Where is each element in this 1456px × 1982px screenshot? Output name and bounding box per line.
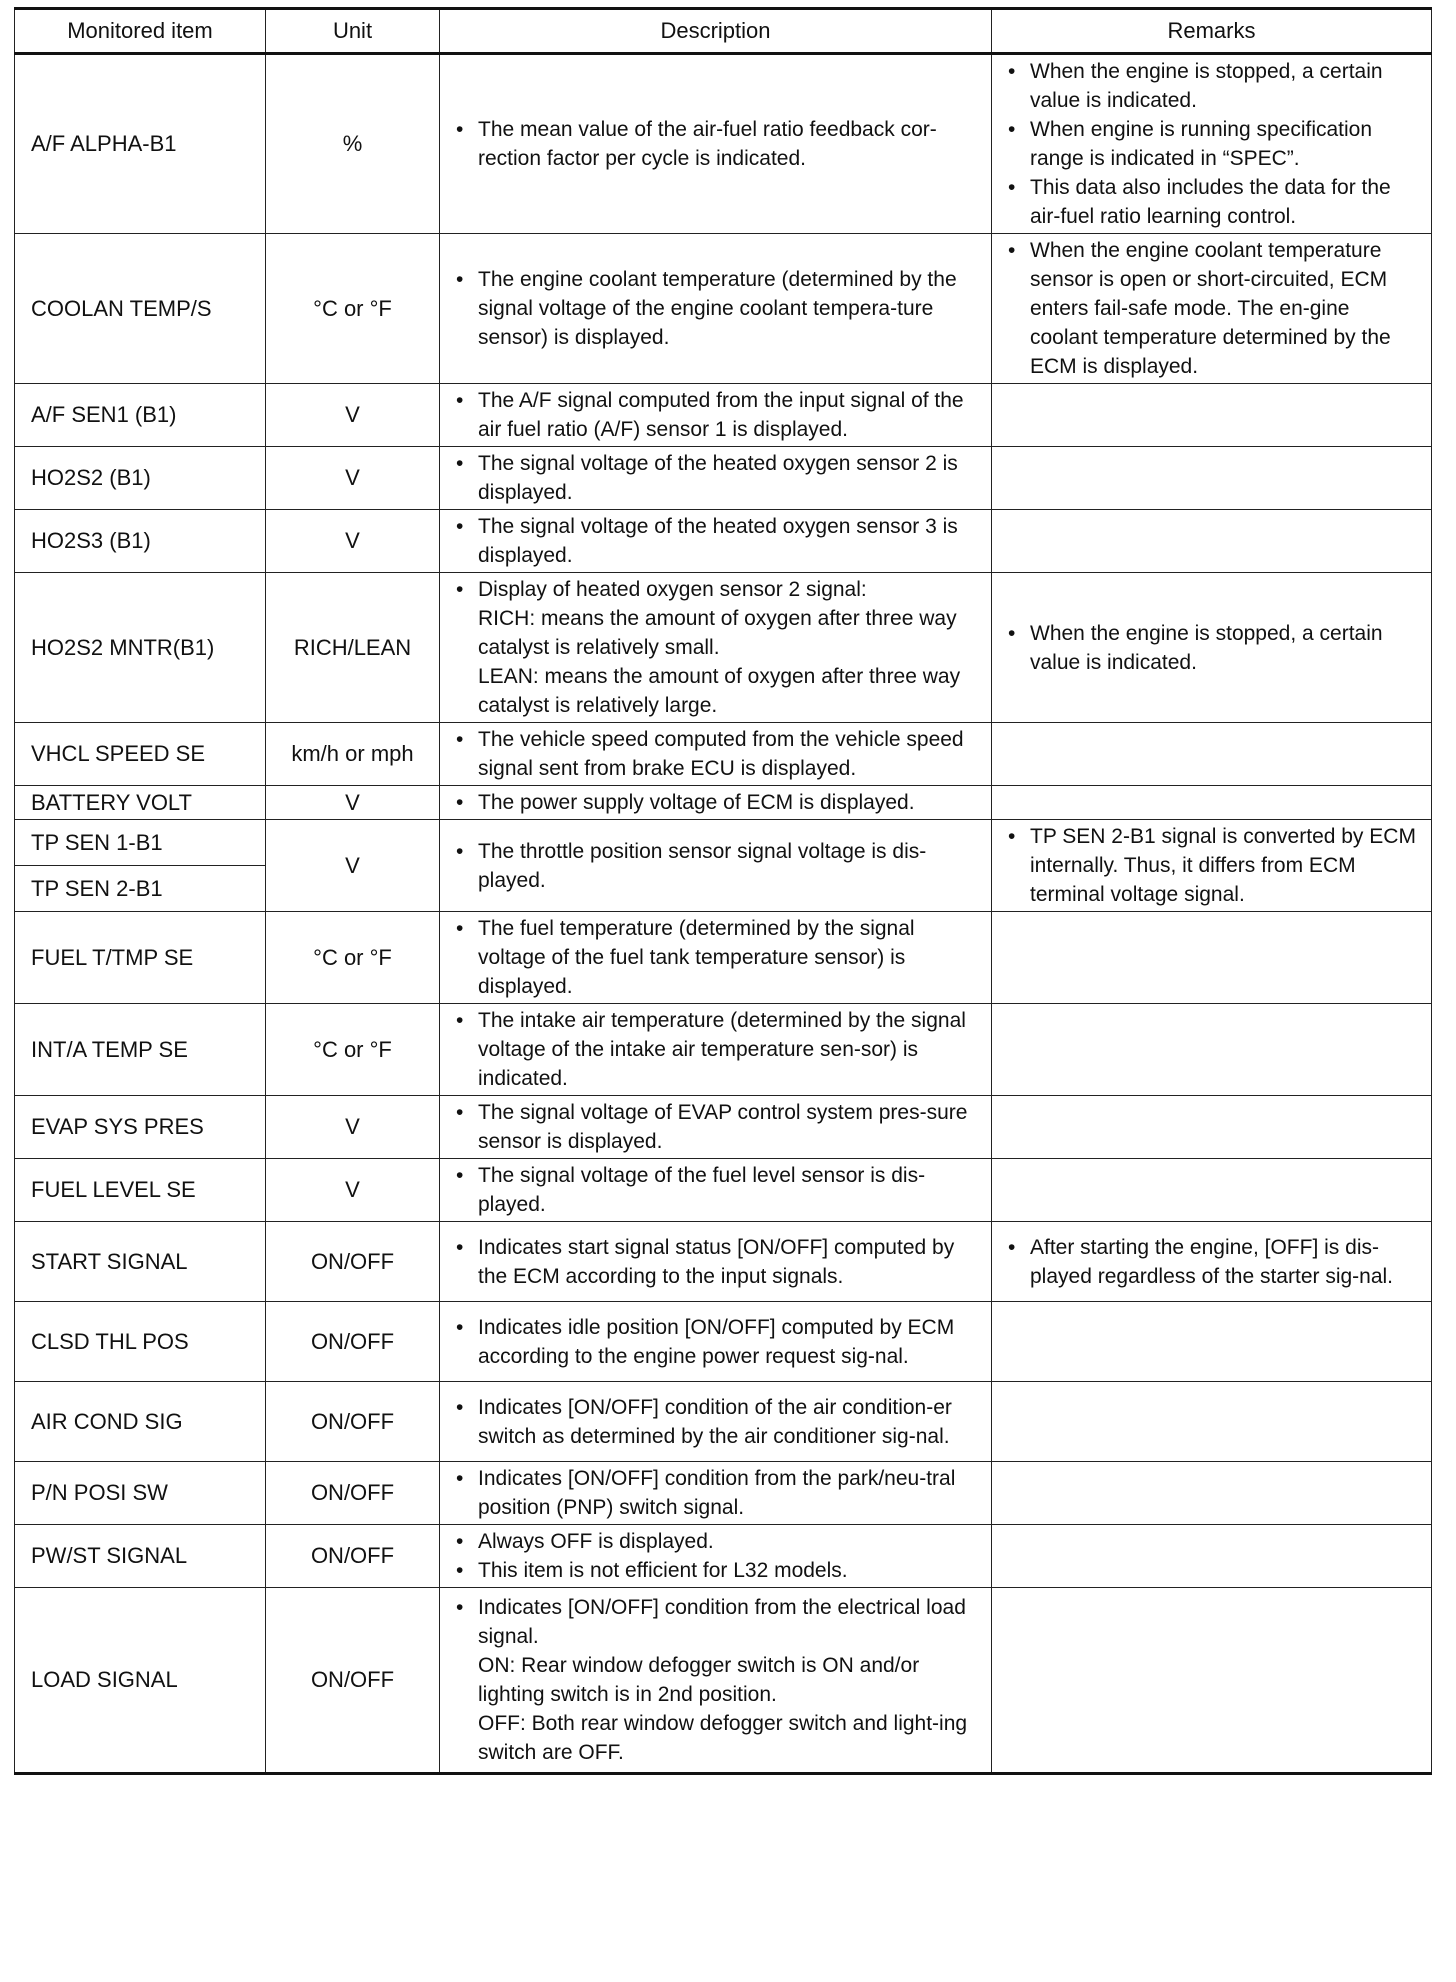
unit: V bbox=[266, 1159, 440, 1222]
description bbox=[440, 912, 992, 1004]
monitor-item-table bbox=[14, 7, 1432, 1775]
remarks bbox=[992, 1096, 1432, 1159]
monitored-item: VHCL SPEED SE bbox=[15, 723, 266, 786]
description bbox=[440, 54, 992, 234]
monitored-item: COOLAN TEMP/S bbox=[15, 234, 266, 384]
header-row bbox=[15, 9, 1432, 54]
remarks-bullet: • TP SEN 2-B1 signal is converted by ECM internally. Thus, it differs from ECM terminal voltage signal. bbox=[1002, 822, 1421, 909]
table-row bbox=[15, 447, 1432, 510]
remarks bbox=[992, 786, 1432, 820]
description-bullet: • The signal voltage of the heated oxygen sensor 3 is displayed. bbox=[450, 512, 981, 570]
description-bullet: • The intake air temperature (determined by the signal voltage of the intake air temperature sen-sor) is indicated. bbox=[450, 1006, 981, 1093]
description bbox=[440, 786, 992, 820]
description-bullet: • The signal voltage of EVAP control system pres-sure sensor is displayed. bbox=[450, 1098, 981, 1156]
monitored-item: TP SEN 1-B1 bbox=[15, 820, 266, 866]
unit: ON/OFF bbox=[266, 1302, 440, 1382]
table-row bbox=[15, 820, 1432, 866]
monitored-item: FUEL LEVEL SE bbox=[15, 1159, 266, 1222]
remarks-bullet: • After starting the engine, [OFF] is dis-played regardless of the starter sig-nal. bbox=[1002, 1233, 1421, 1291]
remarks bbox=[992, 1302, 1432, 1382]
table-row bbox=[15, 1525, 1432, 1588]
description bbox=[440, 1462, 992, 1525]
unit: ON/OFF bbox=[266, 1525, 440, 1588]
unit: V bbox=[266, 786, 440, 820]
description-bullet: • The mean value of the air-fuel ratio feedback cor-rection factor per cycle is indicated. bbox=[450, 115, 981, 173]
table-row bbox=[15, 1096, 1432, 1159]
monitored-item: P/N POSI SW bbox=[15, 1462, 266, 1525]
remarks bbox=[992, 510, 1432, 573]
remarks-bullet: • This data also includes the data for the air-fuel ratio learning control. bbox=[1002, 173, 1421, 231]
unit: ON/OFF bbox=[266, 1462, 440, 1525]
description bbox=[440, 1004, 992, 1096]
header-unit: Unit bbox=[266, 9, 440, 54]
remarks bbox=[992, 384, 1432, 447]
remarks bbox=[992, 723, 1432, 786]
monitored-item: EVAP SYS PRES bbox=[15, 1096, 266, 1159]
remarks-bullet: • When engine is running specification range is indicated in “SPEC”. bbox=[1002, 115, 1421, 173]
description-detail: OFF: Both rear window defogger switch and light-ing switch are OFF. bbox=[478, 1712, 968, 1764]
unit: V bbox=[266, 384, 440, 447]
unit: V bbox=[266, 447, 440, 510]
monitored-item: FUEL T/TMP SE bbox=[15, 912, 266, 1004]
remarks bbox=[992, 234, 1432, 384]
table-row bbox=[15, 1588, 1432, 1774]
table-row bbox=[15, 1222, 1432, 1302]
remarks bbox=[992, 1525, 1432, 1588]
remarks bbox=[992, 1004, 1432, 1096]
description bbox=[440, 510, 992, 573]
monitored-item: AIR COND SIG bbox=[15, 1382, 266, 1462]
table-row bbox=[15, 1159, 1432, 1222]
unit: ON/OFF bbox=[266, 1588, 440, 1774]
description-bullet: • Indicates [ON/OFF] condition from the electrical load signal. bbox=[450, 1593, 981, 1651]
header-description: Description bbox=[440, 9, 992, 54]
table-row bbox=[15, 384, 1432, 447]
header-monitored-item: Monitored item bbox=[15, 9, 266, 54]
description-detail: RICH: means the amount of oxygen after three way catalyst is relatively small. bbox=[478, 607, 957, 659]
remarks-bullet: • When the engine coolant temperature sensor is open or short-circuited, ECM enters fail-safe mode. The en-gine coolant temperature determined by the ECM is displayed. bbox=[1002, 236, 1421, 381]
description-bullet: • This item is not efficient for L32 models. bbox=[450, 1556, 981, 1585]
table-row bbox=[15, 1302, 1432, 1382]
table-row bbox=[15, 786, 1432, 820]
description bbox=[440, 1588, 992, 1774]
remarks bbox=[992, 573, 1432, 723]
description-bullet: • Indicates start signal status [ON/OFF] computed by the ECM according to the input signals. bbox=[450, 1233, 981, 1291]
remarks bbox=[992, 1382, 1432, 1462]
table-row bbox=[15, 54, 1432, 234]
unit: °C or °F bbox=[266, 234, 440, 384]
table-row bbox=[15, 1004, 1432, 1096]
monitored-item: A/F ALPHA-B1 bbox=[15, 54, 266, 234]
description-bullet: • Always OFF is displayed. bbox=[450, 1527, 981, 1556]
unit: ON/OFF bbox=[266, 1382, 440, 1462]
description bbox=[440, 1302, 992, 1382]
monitored-item: INT/A TEMP SE bbox=[15, 1004, 266, 1096]
description-bullet: • Indicates [ON/OFF] condition from the park/neu-tral position (PNP) switch signal. bbox=[450, 1464, 981, 1522]
remarks bbox=[992, 54, 1432, 234]
unit: °C or °F bbox=[266, 1004, 440, 1096]
description-bullet: • The fuel temperature (determined by the signal voltage of the fuel tank temperature sensor) is displayed. bbox=[450, 914, 981, 1001]
unit: RICH/LEAN bbox=[266, 573, 440, 723]
remarks bbox=[992, 1462, 1432, 1525]
monitored-item: PW/ST SIGNAL bbox=[15, 1525, 266, 1588]
table-row bbox=[15, 1382, 1432, 1462]
unit: V bbox=[266, 1096, 440, 1159]
remarks bbox=[992, 1588, 1432, 1774]
table-row bbox=[15, 510, 1432, 573]
table-row bbox=[15, 723, 1432, 786]
unit: V bbox=[266, 820, 440, 912]
description-bullet: • The signal voltage of the heated oxygen sensor 2 is displayed. bbox=[450, 449, 981, 507]
description-detail: ON: Rear window defogger switch is ON and/or lighting switch is in 2nd position. bbox=[478, 1654, 920, 1706]
unit: % bbox=[266, 54, 440, 234]
table-row bbox=[15, 912, 1432, 1004]
unit: km/h or mph bbox=[266, 723, 440, 786]
monitored-item: HO2S2 MNTR(B1) bbox=[15, 573, 266, 723]
unit: ON/OFF bbox=[266, 1222, 440, 1302]
description-bullet: • Indicates idle position [ON/OFF] computed by ECM according to the engine power request sig-nal. bbox=[450, 1313, 981, 1371]
description bbox=[440, 1382, 992, 1462]
monitored-item: BATTERY VOLT bbox=[15, 786, 266, 820]
monitored-item: CLSD THL POS bbox=[15, 1302, 266, 1382]
description-bullet: • The power supply voltage of ECM is displayed. bbox=[450, 788, 981, 817]
description bbox=[440, 1096, 992, 1159]
remarks bbox=[992, 1159, 1432, 1222]
table-row bbox=[15, 1462, 1432, 1525]
monitored-item: A/F SEN1 (B1) bbox=[15, 384, 266, 447]
description bbox=[440, 573, 992, 723]
monitored-item: HO2S2 (B1) bbox=[15, 447, 266, 510]
description-bullet: • The throttle position sensor signal voltage is dis-played. bbox=[450, 837, 981, 895]
description bbox=[440, 1159, 992, 1222]
monitored-item: HO2S3 (B1) bbox=[15, 510, 266, 573]
monitored-item: START SIGNAL bbox=[15, 1222, 266, 1302]
description-bullet: • Display of heated oxygen sensor 2 signal: bbox=[450, 575, 981, 604]
description-bullet: • The vehicle speed computed from the vehicle speed signal sent from brake ECU is displayed. bbox=[450, 725, 981, 783]
description bbox=[440, 234, 992, 384]
description-bullet: • The signal voltage of the fuel level sensor is dis-played. bbox=[450, 1161, 981, 1219]
header-remarks: Remarks bbox=[992, 9, 1432, 54]
description-detail: LEAN: means the amount of oxygen after three way catalyst is relatively large. bbox=[478, 665, 961, 717]
description bbox=[440, 723, 992, 786]
table-row bbox=[15, 573, 1432, 723]
monitored-item: LOAD SIGNAL bbox=[15, 1588, 266, 1774]
unit: V bbox=[266, 510, 440, 573]
description bbox=[440, 1222, 992, 1302]
remarks bbox=[992, 912, 1432, 1004]
unit: °C or °F bbox=[266, 912, 440, 1004]
monitored-item: TP SEN 2-B1 bbox=[15, 866, 266, 912]
table-row bbox=[15, 234, 1432, 384]
description bbox=[440, 1525, 992, 1588]
remarks-bullet: • When the engine is stopped, a certain value is indicated. bbox=[1002, 57, 1421, 115]
remarks bbox=[992, 1222, 1432, 1302]
description-bullet: • The A/F signal computed from the input signal of the air fuel ratio (A/F) sensor 1 is displayed. bbox=[450, 386, 981, 444]
remarks bbox=[992, 447, 1432, 510]
description bbox=[440, 384, 992, 447]
remarks-bullet: • When the engine is stopped, a certain value is indicated. bbox=[1002, 619, 1421, 677]
description bbox=[440, 820, 992, 912]
description-bullet: • The engine coolant temperature (determined by the signal voltage of the engine coolant tempera-ture sensor) is displayed. bbox=[450, 265, 981, 352]
remarks bbox=[992, 820, 1432, 912]
description bbox=[440, 447, 992, 510]
description-bullet: • Indicates [ON/OFF] condition of the air condition-er switch as determined by the air conditioner sig-nal. bbox=[450, 1393, 981, 1451]
